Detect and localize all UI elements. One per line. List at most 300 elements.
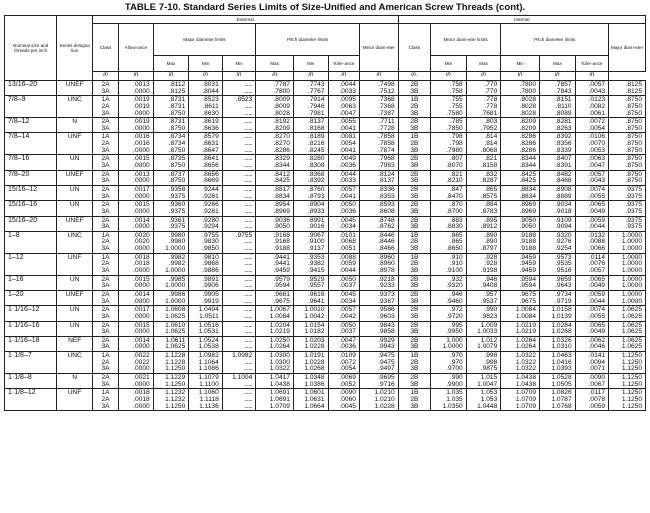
value: .8070 [446,162,463,170]
cell-imaj-min [609,290,646,305]
value: .8028 [519,102,537,110]
value: .0057 [339,185,356,193]
cell-ext-class [92,231,118,253]
cell-nominal: 1·1/8–7 [5,352,57,374]
value: 2B [410,306,419,314]
cell-maj-min2 [222,170,256,185]
cell-minor-dia [359,185,398,200]
value: .0061 [588,109,606,117]
table-title: TABLE 7-10. Standard Series Limits of Size-Unified and American Screw Threads (cont). [124,2,526,13]
value: .0013 [133,170,150,178]
value: .8031 [202,81,219,88]
value: .755 [449,96,463,104]
cell-series: UNF [57,253,93,275]
cell-nominal: 13/16–20 [5,81,57,96]
value: 1.0000 [165,245,186,253]
cell-series: UNEF [57,170,93,185]
value: ...... [244,253,253,261]
value: ...... [244,185,253,193]
value: .0021 [133,373,150,381]
value: .8735 [168,155,186,163]
value: .0000 [133,192,150,200]
value: .9616 [308,290,325,298]
value: 3A [101,207,110,215]
cell-maj-max [153,373,189,388]
cell-pd-max [256,336,294,351]
value: 3A [101,245,110,253]
value: .910 [449,253,463,261]
value: .7711 [378,118,395,126]
cell-ext-class [92,253,118,275]
cell-pd-min [293,253,328,275]
cell-allowance [119,336,154,351]
cell-allowance [119,96,154,118]
table-row [5,96,646,118]
value: .0070 [588,140,606,148]
value: .7387 [378,109,395,117]
value: ...... [244,207,253,215]
cell-pd-min [293,389,328,411]
value: .9375 [625,192,642,200]
value: .9375 [168,192,186,200]
value: .0000 [133,223,150,231]
value: 1.0033 [477,328,498,336]
table-row [5,336,646,351]
value: .9906 [202,282,219,290]
value: .0123 [588,96,606,104]
value: 1.0601 [304,389,325,397]
table-row [5,133,646,155]
value: .8750 [625,177,642,185]
cell-ipd-tol [575,155,609,170]
value: .8760 [308,185,325,193]
cell-imaj-min [609,170,646,185]
value: .0036 [339,207,356,215]
value: .8151 [555,96,572,104]
value: .7983 [378,162,395,170]
value: 1.0709 [515,402,537,410]
value: 3A [101,267,110,275]
cell-ipd-max [540,253,576,275]
value: 3B [410,312,419,320]
value: .9375 [625,207,642,215]
cell-maj-max [153,155,189,170]
cell-imaj-min [609,352,646,374]
value: .8750 [625,162,642,170]
value: .0066 [588,245,606,253]
value: 2A [101,238,110,246]
unit-cell: in [359,72,398,81]
value: .7858 [378,133,395,141]
value: .0045 [339,216,356,224]
cell-imaj-min [609,321,646,336]
value: .998 [484,358,498,366]
value: 2B [410,321,419,329]
cell-imin-max [466,118,501,133]
cell-ipd-tol [575,81,609,96]
value: 1B [410,96,419,104]
value: 1.0264 [515,336,537,344]
value: .0057 [588,170,606,178]
value: 1.0664 [304,402,325,410]
value: .0049 [588,282,606,290]
value: .8748 [378,216,395,224]
value: ...... [244,312,253,320]
value: .9168 [273,231,290,239]
value: .990 [484,306,498,314]
cell-series: UNC [57,231,93,253]
cell-ext-class [92,155,118,170]
value: 3B [410,124,419,132]
value: 3B [410,365,419,373]
cell-maj-min2 [222,231,256,253]
value: .9982 [168,260,186,268]
value: 1.0010 [304,306,325,314]
value: 2B [410,201,419,209]
cell-nominal: 7/8–12 [5,118,57,133]
value: .957 [484,290,498,298]
value: 3B [410,223,419,231]
value: 2A [101,395,110,403]
cell-ipd-min [501,216,540,231]
value: 1.0000 [621,231,642,239]
cell-maj-min2 [222,253,256,275]
value: 1.0000 [621,275,642,283]
cell-nominal: 1–16 [5,275,57,290]
value: 3B [410,207,419,215]
value: .9375 [625,185,642,193]
unit-cell: in [540,72,576,81]
value: 1.0625 [621,321,642,329]
cell-pd-tol [328,275,359,290]
cell-ipd-tol [575,201,609,216]
cell-ipd-min [501,155,540,170]
value: 1.0154 [304,321,325,329]
cell-pd-tol [328,96,359,118]
value: 2B [410,373,419,381]
value: 1.1250 [165,402,186,410]
col-series: Series designa tion [57,16,93,81]
value: .0055 [588,312,606,320]
cell-imin-min [431,352,467,374]
value: .0060 [339,395,356,403]
value: .0044 [339,267,356,275]
value: .8412 [273,170,290,178]
cell-imin-max [466,201,501,216]
value: .8631 [202,140,219,148]
value: .798 [449,133,463,141]
table-row [5,118,646,133]
value: .0000 [133,245,150,253]
cell-pd-tol [328,231,359,253]
cell-pd-max [256,216,294,231]
cell-maj-min [189,170,223,185]
value: .8593 [378,201,395,209]
value: .8575 [480,192,498,200]
value: 1.0000 [165,267,186,275]
value: .0000 [133,365,150,373]
cell-minor-dia [359,216,398,231]
value: .798 [449,140,463,148]
value: 1.0322 [515,365,537,373]
cell-pd-min [293,155,328,170]
value: 1A [101,231,110,239]
value: .8028 [519,96,537,104]
value: .9218 [378,275,395,283]
value: .7980 [446,146,463,154]
cell-maj-max [153,231,189,253]
cell-ipd-min [501,185,540,200]
cell-imaj-min [609,201,646,216]
value: .0063 [588,155,606,163]
cell-allowance [119,290,154,305]
value: .8737 [168,170,186,178]
value: .8368 [308,170,325,178]
cell-series: UNC [57,352,93,374]
value: .0059 [588,290,606,298]
unit-cell: in [575,72,609,81]
cell-pd-min [293,373,328,388]
value: 2B [410,238,419,246]
cell-ipd-max [540,170,576,185]
value: .8650 [446,245,463,253]
value: 2B [410,216,419,224]
value: ...... [244,170,253,178]
value: .8750 [625,155,642,163]
cell-imin-max [466,170,501,185]
value: .9734 [555,290,572,298]
cell-ipd-tol [575,253,609,275]
value: 1B [410,253,419,261]
cell-maj-min2 [222,118,256,133]
value: .9276 [555,238,572,246]
value: .9661 [273,290,290,298]
cell-pd-tol [328,118,359,133]
cell-series: NEF [57,336,93,351]
value: 1.0438 [269,380,290,388]
value: 1.0625 [621,343,642,351]
table-row [5,155,646,170]
cell-ext-class [92,81,118,96]
cell-maj-min2 [222,81,256,96]
cell-minor-dia [359,389,398,411]
value: .8286 [519,133,537,141]
value: .9700 [446,365,463,373]
cell-series: UN [57,185,93,200]
value: .9891 [202,275,219,283]
value: 1B [410,352,419,360]
cell-ext-class [92,216,118,231]
value: .972 [449,306,463,314]
value: 1.035 [446,395,463,403]
value: ...... [244,306,253,314]
value: 1.0463 [551,352,572,360]
cell-allowance [119,170,154,185]
value: .9320 [446,282,463,290]
value: 2A [101,170,110,178]
cell-ipd-max [540,201,576,216]
value: 1.0611 [165,336,186,344]
value: .0065 [588,275,606,283]
value: .8470 [446,192,463,200]
value: .8523 [202,96,219,104]
value: .8750 [625,102,642,110]
value: .9868 [202,260,219,268]
value: .0054 [339,140,356,148]
value: .8978 [378,267,395,275]
cell-imin-max [466,96,501,118]
cell-maj-min2 [222,306,256,321]
value: .8750 [168,124,186,132]
value: .0033 [339,87,356,95]
value: .8579 [202,133,219,141]
value: .0049 [588,207,606,215]
value: .8446 [378,231,395,239]
value: 2B [410,81,419,88]
value: .8630 [202,109,219,117]
value: .0049 [339,155,356,163]
value: 1.0000 [621,245,642,253]
value: .8969 [519,207,537,215]
value: 1.0326 [551,336,572,344]
cell-ipd-tol [575,389,609,411]
cell-int-class [398,352,430,374]
value: .8969 [273,207,290,215]
cell-pd-tol [328,133,359,155]
value: .9244 [202,185,219,193]
value: 3B [410,297,419,305]
value: 1A [101,133,110,141]
value: 1.0228 [304,343,325,351]
cell-minor-dia [359,290,398,305]
value: .0047 [339,336,356,344]
cell-maj-max [153,118,189,133]
cell-maj-min2 [222,96,256,118]
value: .9716 [378,380,395,388]
cell-series: UNEF [57,81,93,96]
value: .8750 [625,118,642,126]
value: .8308 [308,162,325,170]
value: 3A [101,109,110,117]
cell-ipd-min [501,352,540,374]
cell-maj-max [153,389,189,411]
value: .9358 [168,185,186,193]
cell-pd-tol [328,373,359,388]
value: 3A [101,312,110,320]
cell-pd-tol [328,253,359,275]
cell-maj-min [189,290,223,305]
value: .0054 [588,124,606,132]
value: .9109 [555,216,572,224]
value: 3B [410,87,419,95]
cell-ipd-min [501,389,540,411]
value: .0015 [133,275,150,283]
col-maj-min: Min [189,56,223,72]
value: 1.0631 [304,395,325,403]
value: 1.0787 [551,395,572,403]
cell-int-class [398,118,430,133]
value: .8991 [308,216,325,224]
value: 1.0084 [515,306,537,314]
cell-int-class [398,321,430,336]
value: 1.0416 [551,358,572,366]
cell-imin-max [466,373,501,388]
value: .0041 [339,192,356,200]
value: .946 [484,275,498,283]
cell-pd-max [256,81,294,96]
value: .0071 [588,365,606,373]
value: .0043 [588,87,606,95]
value: .7857 [555,81,572,88]
col-pd-tol: Toler-ance [328,56,359,72]
cell-pd-min [293,216,328,231]
value: ...... [244,146,253,154]
cell-nominal: 1–8 [5,231,57,253]
value: .9986 [168,290,186,298]
value: .8110 [555,102,572,110]
value: 2A [101,358,110,366]
value: 2B [410,336,419,344]
value: .8137 [308,118,325,126]
value: .9375 [168,223,186,231]
value: 1.0310 [551,343,572,351]
value: 1.0826 [551,389,572,397]
value: 1B [410,389,419,397]
value: ...... [244,358,253,366]
value: 3A [101,146,110,154]
value: .0000 [133,207,150,215]
col-imin-max: Max [466,56,501,72]
table-row [5,253,646,275]
value: ...... [244,380,253,388]
cell-ipd-tol [575,133,609,155]
value: .8669 [202,177,219,185]
value: .0074 [588,185,606,193]
cell-imaj-min [609,389,646,411]
cell-imaj-min [609,275,646,290]
value: .7728 [378,124,395,132]
value: .0022 [133,358,150,366]
value: 1.000 [446,336,463,344]
value: 1.1250 [621,389,642,397]
value: 1.1250 [165,365,186,373]
cell-minor-dia [359,96,398,118]
value: ...... [244,297,253,305]
value: 3B [410,282,419,290]
unit-cell: in [501,72,540,81]
value: ...... [244,395,253,403]
value: 1.0000 [165,297,186,305]
value: .995 [449,321,463,329]
cell-ipd-min [501,231,540,253]
value: .0045 [339,290,356,298]
table-row [5,275,646,290]
cell-pd-max [256,170,294,185]
value: 2B [410,275,419,283]
value: .0059 [339,260,356,268]
value: .9050 [519,223,537,231]
cell-allowance [119,216,154,231]
value: .9168 [273,238,290,246]
value: 3A [101,282,110,290]
value: .0069 [339,373,356,381]
cell-ipd-max [540,118,576,133]
value: .8192 [273,118,290,126]
cell-imin-min [431,275,467,290]
cell-ipd-min [501,118,540,133]
value: 1.0709 [515,395,537,403]
value: .9254 [555,245,572,253]
